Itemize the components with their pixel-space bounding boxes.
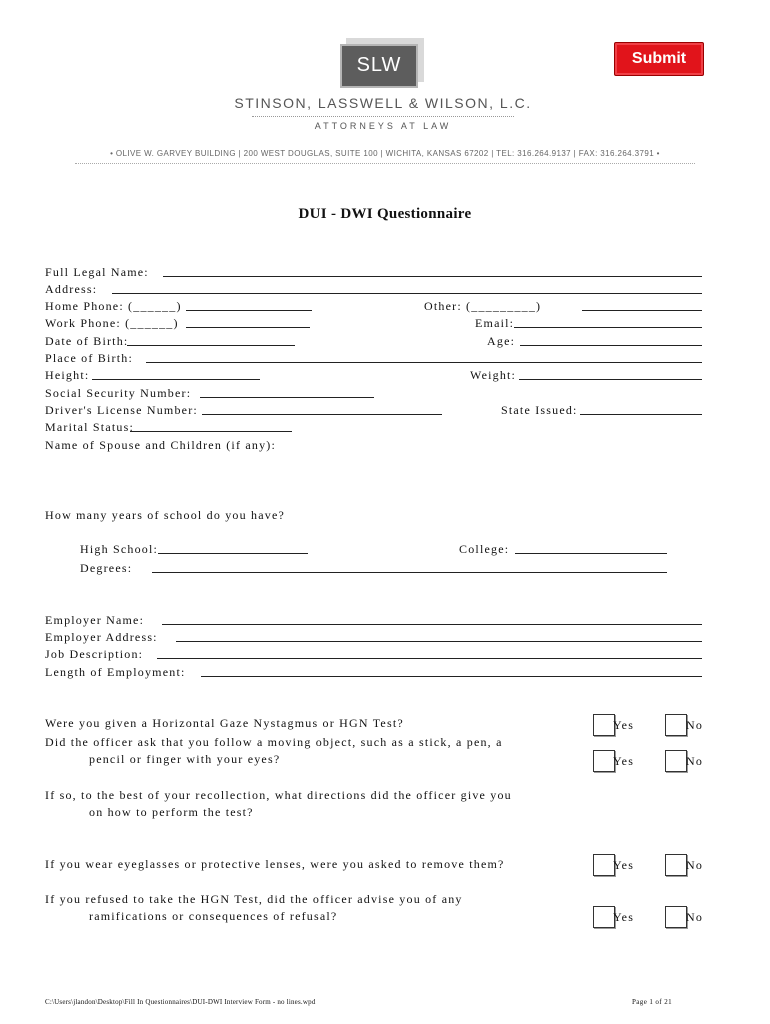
page-title: DUI - DWI Questionnaire (298, 206, 472, 222)
logo-text: SLW (356, 54, 402, 76)
dob-field[interactable] (127, 345, 295, 346)
degrees-label: Degrees: (80, 561, 133, 575)
license-field[interactable] (202, 414, 442, 415)
work-phone-field[interactable] (186, 327, 310, 328)
refusal-no-label: No (686, 910, 704, 924)
directions-question-cont: on how to perform the test? (89, 805, 254, 819)
firm-tagline: ATTORNEYS AT LAW (314, 121, 452, 131)
hgn-no-label: No (686, 718, 704, 732)
college-field[interactable] (515, 553, 667, 554)
height-field[interactable] (92, 379, 260, 380)
other-phone-field[interactable] (582, 310, 702, 311)
follow-yes-label: Yes (613, 754, 635, 768)
eyeglasses-yes-label: Yes (613, 858, 635, 872)
age-field[interactable] (520, 345, 702, 346)
employer-address-label: Employer Address: (45, 630, 158, 644)
address-field[interactable] (112, 293, 702, 294)
state-issued-label: State Issued: (501, 403, 578, 417)
follow-object-question-cont: pencil or finger with your eyes? (89, 752, 281, 766)
job-description-field[interactable] (157, 658, 702, 659)
job-description-label: Job Description: (45, 647, 144, 661)
employer-name-field[interactable] (162, 624, 702, 625)
firm-divider (252, 116, 514, 117)
refusal-yes-label: Yes (613, 910, 635, 924)
home-phone-label: Home Phone: (______) (45, 299, 182, 313)
eyeglasses-no-label: No (686, 858, 704, 872)
high-school-label: High School: (80, 542, 159, 556)
full-name-label: Full Legal Name: (45, 265, 149, 279)
degrees-field[interactable] (152, 572, 667, 573)
license-label: Driver's License Number: (45, 403, 198, 417)
follow-object-question: Did the officer ask that you follow a moving object, such as a stick, a pen, a (45, 735, 503, 749)
follow-no-checkbox[interactable] (665, 750, 687, 772)
length-employment-field[interactable] (201, 676, 702, 677)
address-label: Address: (45, 282, 98, 296)
eyeglasses-question: If you wear eyeglasses or protective lenses, were you asked to remove them? (45, 857, 505, 871)
full-name-field[interactable] (163, 276, 702, 277)
submit-button[interactable]: Submit (614, 42, 704, 76)
home-phone-field[interactable] (186, 310, 312, 311)
footer-file-path: C:\Users\jlandon\Desktop\Fill In Questionnaires\DUI-DWI Interview Form - no lines.wpd (45, 998, 316, 1006)
follow-no-label: No (686, 754, 704, 768)
high-school-field[interactable] (158, 553, 308, 554)
follow-yes-checkbox[interactable] (593, 750, 615, 772)
marital-status-field[interactable] (130, 431, 292, 432)
other-phone-label: Other: (_________) (424, 299, 542, 313)
employer-address-field[interactable] (176, 641, 702, 642)
ssn-field[interactable] (200, 397, 374, 398)
refusal-yes-checkbox[interactable] (593, 906, 615, 928)
weight-label: Weight: (470, 368, 517, 382)
hgn-yes-label: Yes (613, 718, 635, 732)
refusal-question-cont: ramifications or consequences of refusal? (89, 909, 338, 923)
footer-page-number: Page 1 of 21 (632, 998, 672, 1006)
ssn-label: Social Security Number: (45, 386, 192, 400)
marital-status-label: Marital Status: (45, 420, 134, 434)
hgn-yes-checkbox[interactable] (593, 714, 615, 736)
email-field[interactable] (514, 327, 702, 328)
college-label: College: (459, 542, 510, 556)
spouse-children-label: Name of Spouse and Children (if any): (45, 438, 277, 452)
dob-label: Date of Birth: (45, 334, 129, 348)
place-of-birth-label: Place of Birth: (45, 351, 133, 365)
eyeglasses-yes-checkbox[interactable] (593, 854, 615, 876)
firm-name: STINSON, LASSWELL & WILSON, L.C. (234, 95, 532, 111)
hgn-question: Were you given a Horizontal Gaze Nystagmus or HGN Test? (45, 716, 404, 730)
school-question: How many years of school do you have? (45, 508, 286, 522)
place-of-birth-field[interactable] (146, 362, 702, 363)
refusal-question: If you refused to take the HGN Test, did the officer advise you of any (45, 892, 463, 906)
height-label: Height: (45, 368, 90, 382)
length-employment-label: Length of Employment: (45, 665, 186, 679)
employer-name-label: Employer Name: (45, 613, 145, 627)
directions-question: If so, to the best of your recollection, what directions did the officer give you (45, 788, 512, 802)
email-label: Email: (475, 316, 515, 330)
age-label: Age: (487, 334, 516, 348)
firm-address: • OLIVE W. GARVEY BUILDING | 200 WEST DOUGLAS, SUITE 100 | WICHITA, KANSAS 67202 | TEL: 316.264.9137 | FAX: 316.264.3791 • (110, 149, 660, 158)
refusal-no-checkbox[interactable] (665, 906, 687, 928)
hgn-no-checkbox[interactable] (665, 714, 687, 736)
work-phone-label: Work Phone: (______) (45, 316, 179, 330)
state-issued-field[interactable] (580, 414, 702, 415)
header-rule (75, 163, 695, 164)
firm-logo (336, 36, 428, 92)
eyeglasses-no-checkbox[interactable] (665, 854, 687, 876)
weight-field[interactable] (519, 379, 702, 380)
